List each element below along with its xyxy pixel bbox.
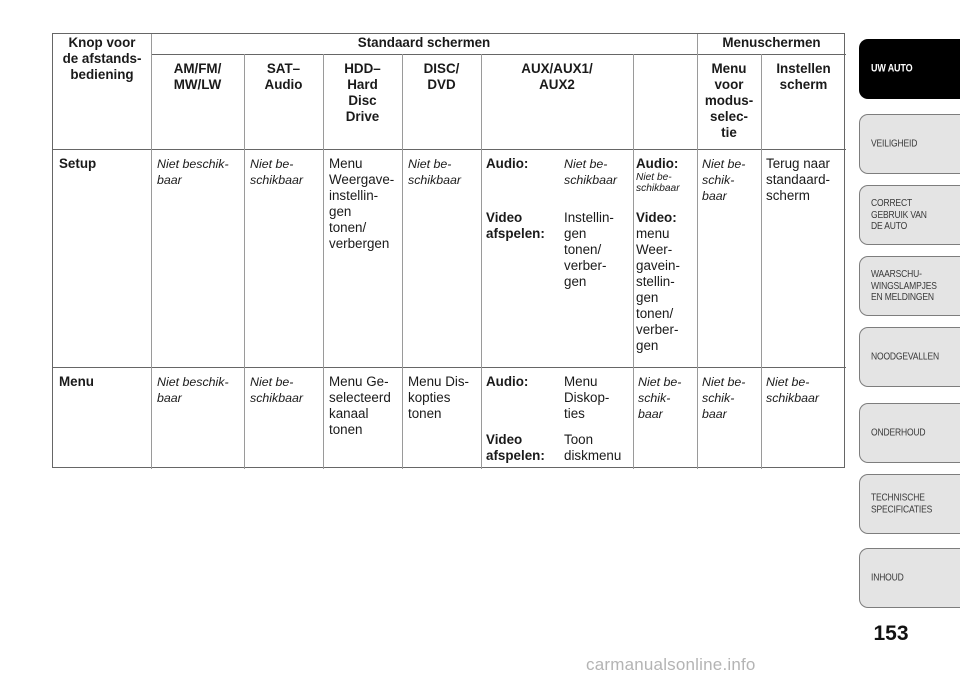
- menu-disc: Menu Dis- kopties tonen: [408, 374, 470, 421]
- menu-aux-audio-value: Menu Diskop- ties: [564, 374, 610, 421]
- menu-hdd: Menu Ge- selecteerd kanaal tonen: [329, 374, 391, 437]
- tab-label: ONDERHOUD: [871, 427, 926, 439]
- header-aux: AUX/AUX1/ AUX2: [521, 61, 593, 92]
- tab-waarschuwingslampjes[interactable]: [859, 256, 960, 316]
- row-divider: [53, 367, 846, 368]
- col-line: [633, 54, 634, 469]
- col-line: [244, 54, 245, 469]
- header-bottom-line: [53, 149, 846, 150]
- tab-label: NOODGEVALLEN: [871, 351, 939, 363]
- menu-aux-video-value: Toon diskmenu: [564, 432, 622, 463]
- header-sat: SAT– Audio: [264, 61, 303, 92]
- setup-col7-video-value: menu Weer- gavein- stellin- gen tonen/ verber- gen: [636, 226, 680, 353]
- tab-technische-specificaties[interactable]: [859, 474, 960, 534]
- menu-col7: Niet be- schik- baar: [638, 375, 682, 421]
- tab-onderhoud[interactable]: [859, 403, 960, 463]
- header-knob: Knop voor de afstands- bediening: [62, 35, 142, 82]
- tab-noodgevallen[interactable]: [859, 327, 960, 387]
- header-disc: DISC/ DVD: [423, 61, 460, 92]
- menu-aux-video-label: Video afspelen:: [486, 432, 545, 463]
- setup-aux-video-label: Video afspelen:: [486, 210, 545, 241]
- feature-table: [52, 33, 845, 468]
- header-menu-mode: Menu voor modus- selec- tie: [704, 61, 754, 140]
- tab-label: UW AUTO: [871, 62, 913, 75]
- tab-label: TECHNISCHE SPECIFICATIES: [871, 492, 933, 515]
- menu-menu-mode: Niet be- schik- baar: [702, 375, 746, 421]
- setup-am-fm: Niet beschik- baar: [157, 157, 229, 187]
- setup-col7-video-label: Video:: [636, 210, 677, 225]
- tab-label: WAARSCHU- WINGSLAMPJES EN MELDINGEN: [871, 268, 937, 303]
- menu-settings-screen: Niet be- schikbaar: [766, 375, 820, 405]
- header-settings-screen: Instellen scherm: [776, 61, 831, 92]
- col-line: [761, 54, 762, 469]
- tab-uw-auto[interactable]: [859, 39, 960, 99]
- menu-sat: Niet be- schikbaar: [250, 375, 304, 405]
- watermark: carmanualsonline.info: [586, 655, 756, 674]
- setup-sat: Niet be- schikbaar: [250, 157, 304, 187]
- setup-col7-audio-value: Niet be- schikbaar: [636, 172, 680, 194]
- col-line: [151, 34, 152, 469]
- tab-label: INHOUD: [871, 572, 904, 584]
- setup-aux-audio-value: Niet be- schikbaar: [564, 157, 618, 187]
- setup-settings-screen: Terug naar standaard- scherm: [766, 156, 831, 203]
- header-divider: [151, 54, 846, 55]
- menu-am-fm: Niet beschik- baar: [157, 375, 229, 405]
- tab-veiligheid[interactable]: [859, 114, 960, 174]
- setup-hdd: Menu Weergave- instellin- gen tonen/ verbergen: [329, 156, 395, 251]
- col-line: [481, 54, 482, 469]
- row-label-setup: Setup: [59, 156, 97, 171]
- header-standard-screens: Standaard schermen: [357, 35, 491, 50]
- page-number: 153: [873, 622, 909, 645]
- tab-correct-gebruik[interactable]: [859, 185, 960, 245]
- setup-aux-video-value: Instellin- gen tonen/ verber- gen: [564, 210, 614, 289]
- setup-menu-mode: Niet be- schik- baar: [702, 157, 746, 203]
- row-label-menu: Menu: [59, 374, 94, 389]
- tab-label: CORRECT GEBRUIK VAN DE AUTO: [871, 197, 927, 232]
- header-menu-screens: Menuschermen: [722, 35, 821, 50]
- tab-inhoud[interactable]: [859, 548, 960, 608]
- setup-aux-audio-label: Audio:: [486, 156, 529, 171]
- tab-label: VEILIGHEID: [871, 138, 918, 150]
- setup-disc: Niet be- schikbaar: [408, 157, 462, 187]
- setup-col7-audio-label: Audio:: [636, 156, 679, 171]
- header-hdd: HDD– Hard Disc Drive: [344, 61, 381, 124]
- menu-aux-audio-label: Audio:: [486, 374, 529, 389]
- header-am-fm: AM/FM/ MW/LW: [173, 61, 222, 92]
